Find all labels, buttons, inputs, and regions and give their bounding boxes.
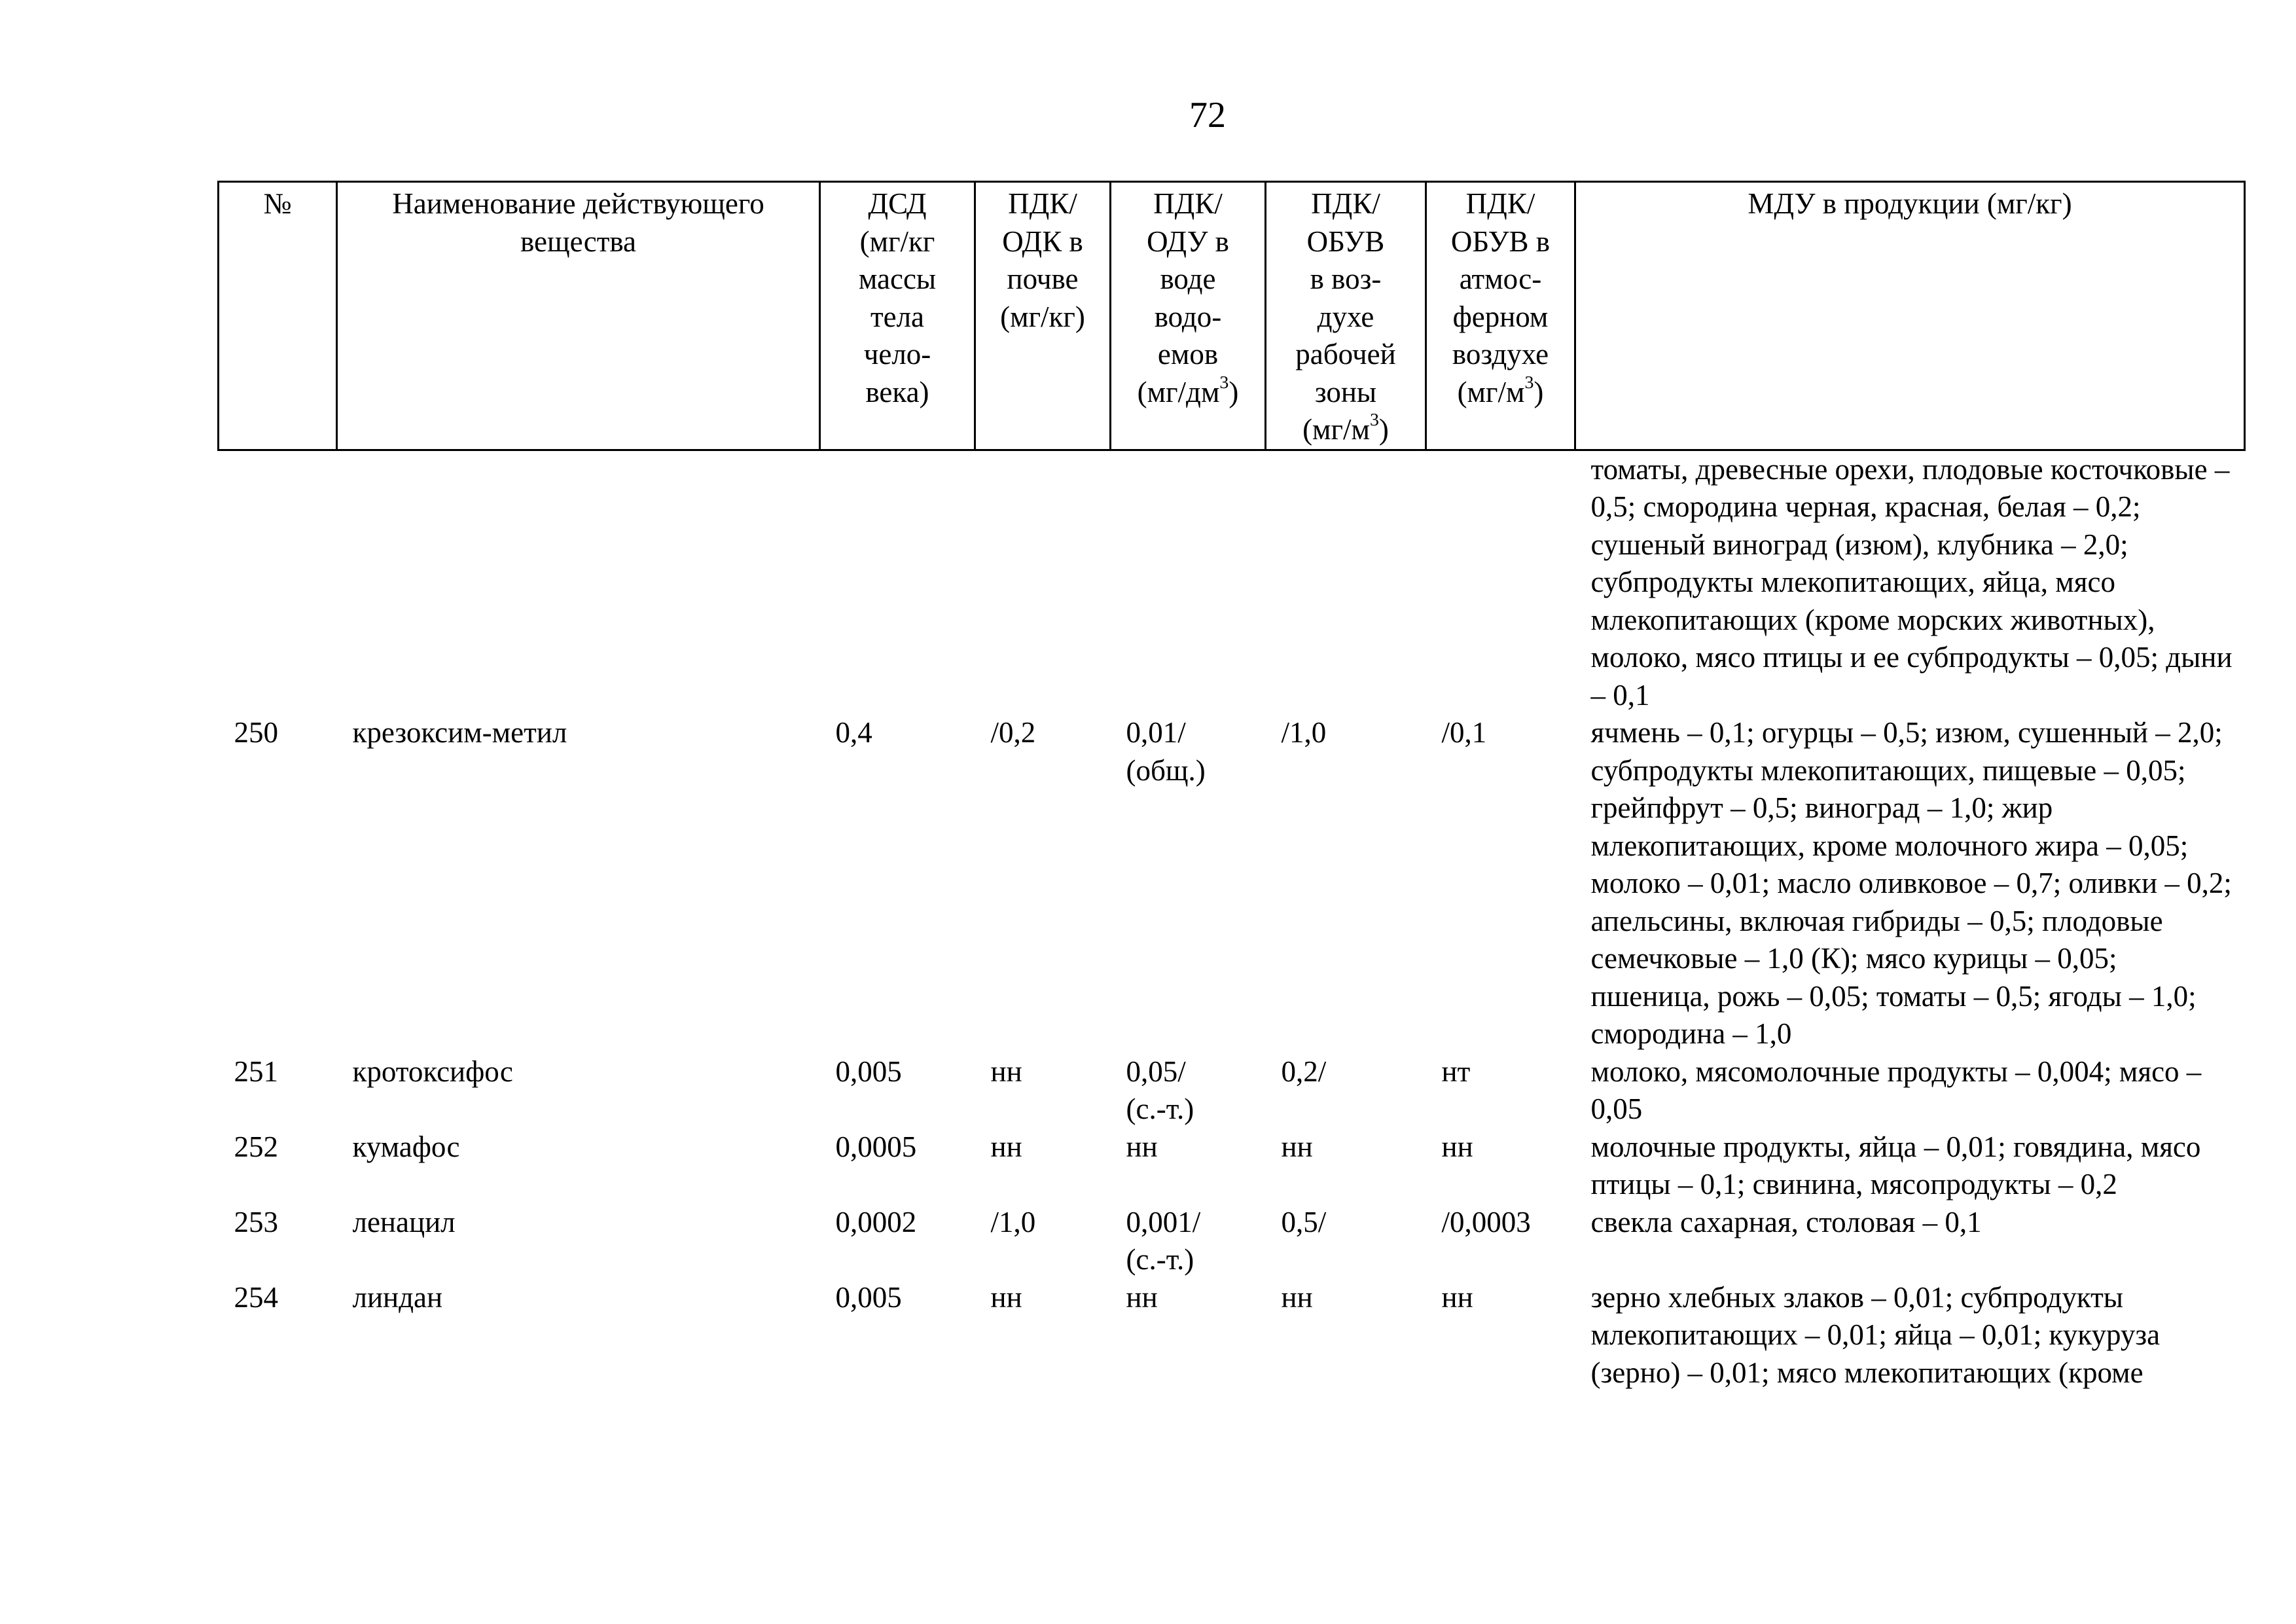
mrl-table	[217, 181, 2246, 1392]
mdu-continuation-text: томаты, древесные орехи, плодовые косточковые – 0,5; смородина черная, красная, белая – 0,2; сушеный виноград (изюм), клубника – 2,0; субпродукты млекопитающих, яйца, мясо млекопитающих (кроме морских животных), молоко, мясо птицы и ее субпродукты – 0,05; дыни – 0,1	[1590, 452, 2233, 712]
table-row	[219, 1279, 2245, 1392]
header-number: №	[219, 182, 337, 450]
substance-name: кротоксифос	[352, 1055, 513, 1088]
table-row	[219, 1204, 2245, 1279]
pdk-soil-value: нн	[990, 1055, 1022, 1088]
mdu-value: зерно хлебных злаков – 0,01; субпродукты млекопитающих – 0,01; яйца – 0,01; кукуруза (зерно) – 0,01; мясо млекопитающих (кроме	[1590, 1280, 2161, 1389]
pdk-work-zone-value: нн	[1281, 1280, 1313, 1314]
mdu-value: молочные продукты, яйца – 0,01; говядина, мясо птицы – 0,1; свинина, мясопродукты – 0,2	[1590, 1130, 2201, 1200]
header-substance-name: Наименование действующего вещества	[337, 182, 820, 450]
header-pdk-soil: ПДК/ ОДК в почве (мг/кг)	[975, 182, 1111, 450]
pdk-atmosphere-value: нн	[1441, 1130, 1473, 1163]
header-dsd: ДСД (мг/кг массы тела чело- века)	[820, 182, 975, 450]
mdu-value: ячмень – 0,1; огурцы – 0,5; изюм, сушенный – 2,0; субпродукты млекопитающих, пищевые – 0,05; грейпфрут – 0,5; виноград – 1,0; жир млекопитающих, кроме молочного жира – 0,05; молоко – 0,01; масло оливковое – 0,7; оливки – 0,2; апельсины, включая гибриды – 0,5; плодовые семечковые – 1,0 (К); мясо курицы – 0,05; пшеница, рожь – 0,05; томаты – 0,5; ягоды – 1,0; смородина – 1,0	[1590, 716, 2232, 1050]
pdk-soil-value: нн	[990, 1130, 1022, 1163]
pdk-atmosphere-value: нт	[1441, 1055, 1471, 1088]
table-row	[219, 714, 2245, 1053]
dsd-value: 0,0005	[835, 1130, 917, 1163]
pdk-water-value: 0,001/ (с.-т.)	[1126, 1205, 1201, 1276]
dsd-value: 0,005	[835, 1280, 902, 1314]
pdk-work-zone-value: 0,2/	[1281, 1055, 1327, 1088]
header-pdk-water: ПДК/ ОДУ в воде водо- емов $(мг/дм^3)$	[1111, 182, 1266, 450]
dsd-value: 0,4	[835, 716, 872, 749]
pdk-water-value: нн	[1126, 1280, 1158, 1314]
page-number: 72	[1189, 95, 1226, 135]
pdk-work-zone-value: /1,0	[1281, 716, 1327, 749]
row-number: 254	[234, 1280, 278, 1314]
pdk-water-value: нн	[1126, 1130, 1158, 1163]
header-pdk-work-zone: ПДК/ ОБУВ в воз- духе рабочей зоны $(мг/м^3)$	[1266, 182, 1426, 450]
row-number: 250	[234, 716, 278, 749]
substance-name: линдан	[352, 1280, 443, 1314]
pdk-work-zone-value: 0,5/	[1281, 1205, 1327, 1238]
header-pdk-atmosphere: ПДК/ ОБУВ в атмос- ферном воздухе $(мг/м^3)$	[1426, 182, 1575, 450]
pdk-atmosphere-value: нн	[1441, 1280, 1473, 1314]
row-number: 253	[234, 1205, 278, 1238]
pdk-water-value: 0,05/ (с.-т.)	[1126, 1055, 1194, 1125]
substance-name: ленацил	[352, 1205, 456, 1238]
table-row	[219, 1128, 2245, 1204]
pdk-work-zone-value: нн	[1281, 1130, 1313, 1163]
dsd-value: 0,0002	[835, 1205, 917, 1238]
pdk-soil-value: /0,2	[990, 716, 1036, 749]
row-number: 252	[234, 1130, 278, 1163]
continuation-row	[219, 450, 2245, 714]
pdk-soil-value: нн	[990, 1280, 1022, 1314]
pdk-soil-value: /1,0	[990, 1205, 1036, 1238]
table-row	[219, 1053, 2245, 1128]
table-header-row	[219, 182, 2245, 450]
mdu-value: свекла сахарная, столовая – 0,1	[1590, 1205, 1982, 1238]
substance-name: кумафос	[352, 1130, 460, 1163]
substance-name: крезоксим-метил	[352, 716, 567, 749]
header-mdu: МДУ в продукции (мг/кг)	[1575, 182, 2245, 450]
dsd-value: 0,005	[835, 1055, 902, 1088]
pdk-atmosphere-value: /0,1	[1441, 716, 1487, 749]
pdk-water-value: 0,01/ (общ.)	[1126, 716, 1206, 787]
row-number: 251	[234, 1055, 278, 1088]
mdu-value: молоко, мясомолочные продукты – 0,004; мясо – 0,05	[1590, 1055, 2202, 1125]
pdk-atmosphere-value: /0,0003	[1441, 1205, 1531, 1238]
